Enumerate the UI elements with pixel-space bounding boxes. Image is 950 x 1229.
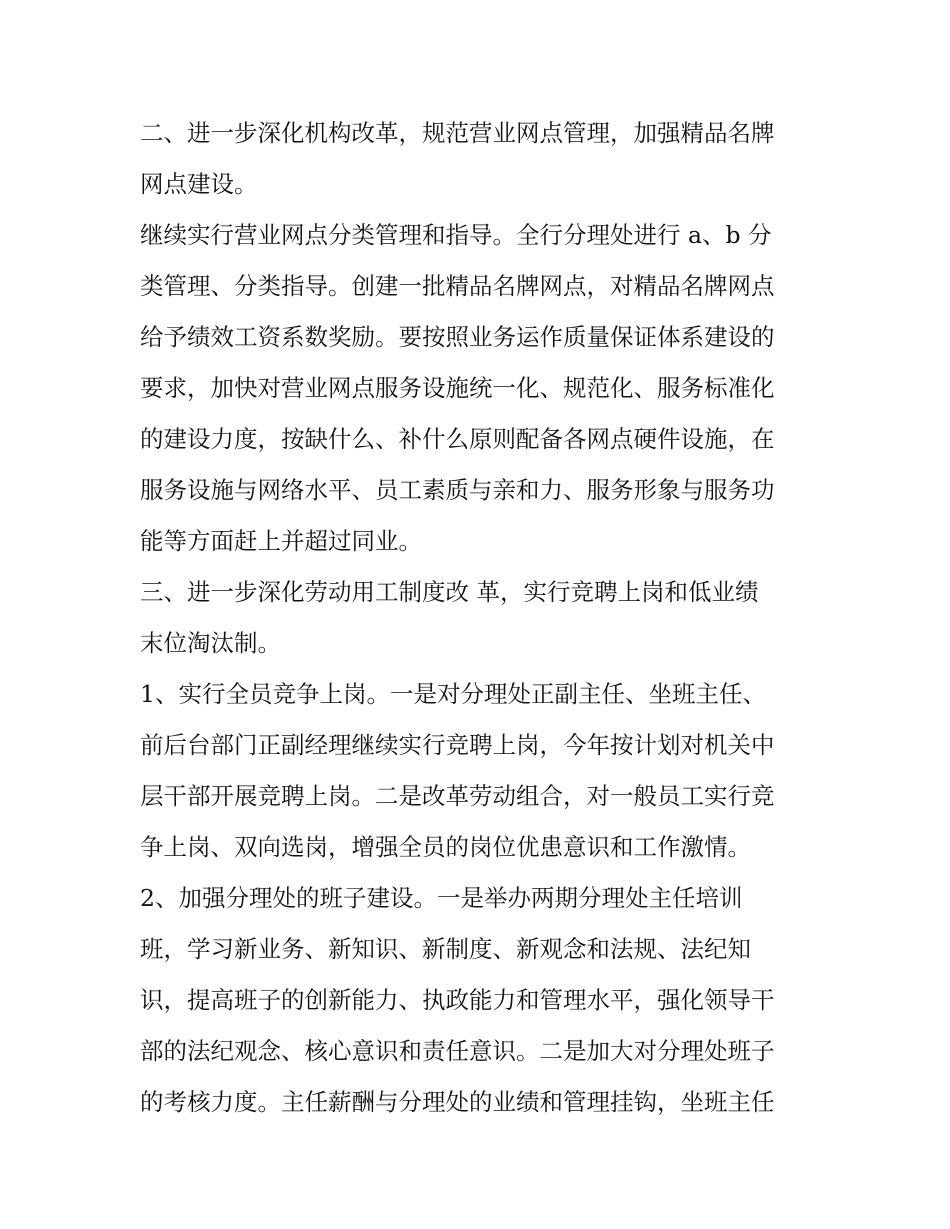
paragraph-line: 要求，加快对营业网点服务设施统一化、规范化、服务标准化 [140, 374, 775, 402]
paragraph-line: 能等方面赶上并超过同业。 [140, 527, 422, 555]
paragraph-line: 继续实行营业网点分类管理和指导。全行分理处进行 a、b 分 [140, 221, 772, 249]
paragraph-line: 的建设力度，按缺什么、补什么原则配备各网点硬件设施，在 [140, 425, 775, 453]
heading-2-line-2: 网点建设。 [140, 170, 258, 198]
heading-3-line-2: 末位淘汰制。 [140, 629, 281, 657]
item-1-line: 1、实行全员竞争上岗。一是对分理处正副主任、坐班主任、 [140, 680, 766, 708]
heading-3-line-1: 三、进一步深化劳动用工制度改 革，实行竞聘上岗和低业绩 [140, 578, 759, 606]
item-2-line: 部的法纪观念、核心意识和责任意识。二是加大对分理处班子 [140, 1037, 775, 1065]
item-2-line: 2、加强分理处的班子建设。一是举办两期分理处主任培训 [140, 884, 743, 912]
paragraph-line: 给予绩效工资系数奖励。要按照业务运作质量保证体系建设的 [140, 323, 775, 351]
item-2-line: 班，学习新业务、新知识、新制度、新观念和法规、法纪知 [140, 935, 751, 963]
item-2-line: 的考核力度。主任薪酬与分理处的业绩和管理挂钩，坐班主任 [140, 1088, 775, 1116]
heading-2-line-1: 二、进一步深化机构改革，规范营业网点管理，加强精品名牌 [140, 119, 775, 147]
item-1-line: 层干部开展竞聘上岗。二是改革劳动组合，对一般员工实行竞 [140, 782, 775, 810]
paragraph-line: 服务设施与网络水平、员工素质与亲和力、服务形象与服务功 [140, 476, 775, 504]
paragraph-line: 类管理、分类指导。创建一批精品名牌网点，对精品名牌网点 [140, 272, 775, 300]
item-1-line: 争上岗、双向选岗，增强全员的岗位优患意识和工作激情。 [140, 833, 751, 861]
item-2-line: 识，提高班子的创新能力、执政能力和管理水平，强化领导干 [140, 986, 775, 1014]
item-1-line: 前后台部门正副经理继续实行竞聘上岗，今年按计划对机关中 [140, 731, 775, 759]
document-body [140, 108, 820, 1128]
